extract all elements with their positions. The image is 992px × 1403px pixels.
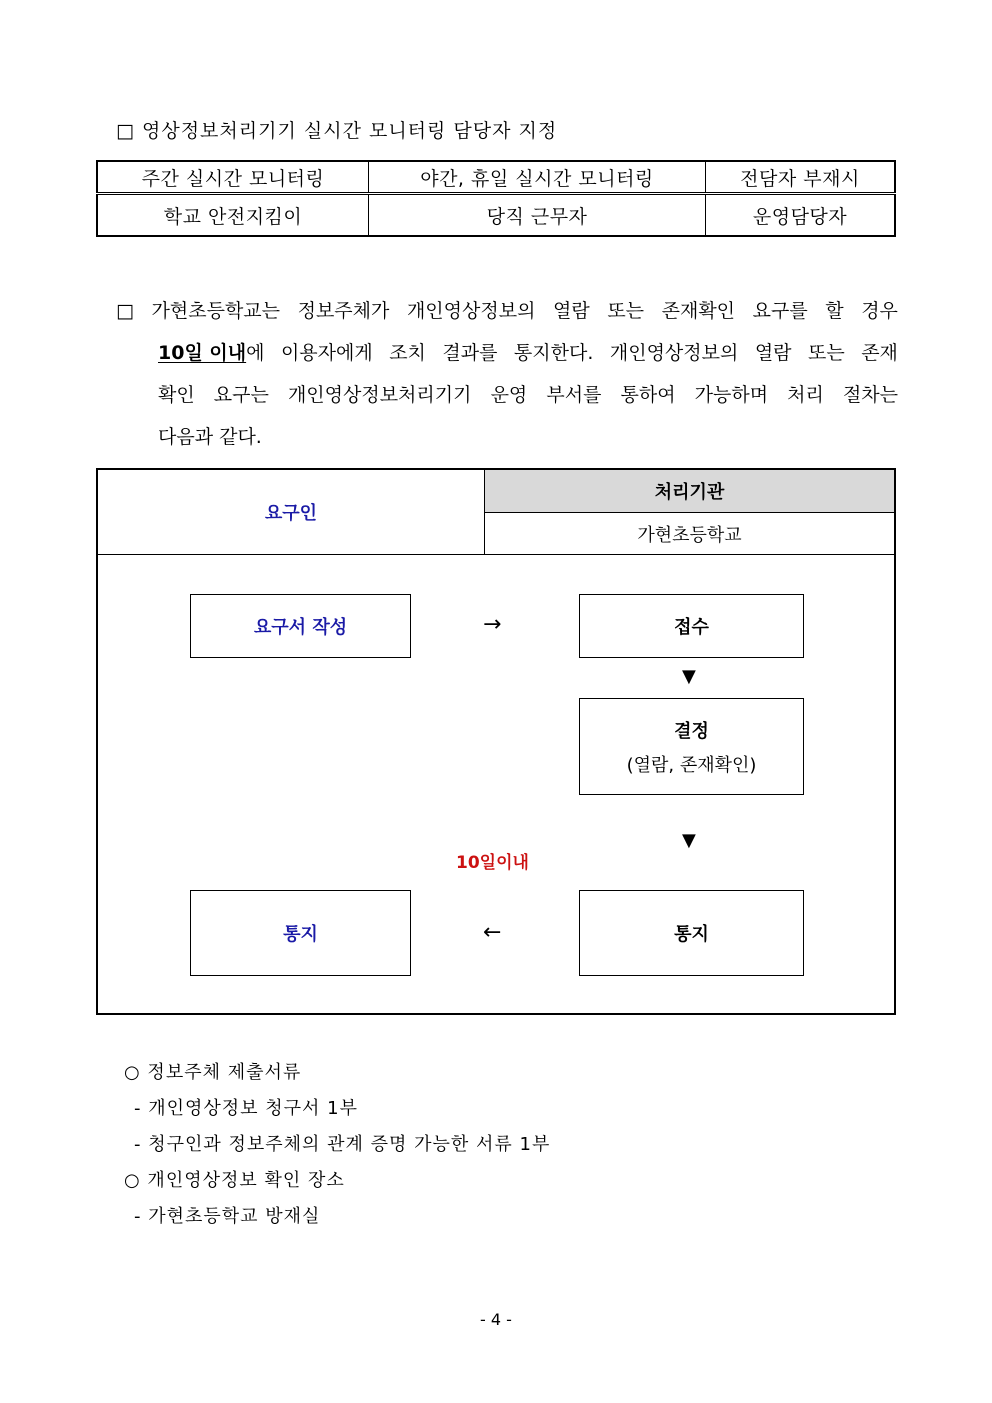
deadline-emphasis: 10일 이내	[158, 342, 247, 364]
table-cell: 당직 근무자	[369, 194, 706, 237]
paragraph-line	[116, 332, 898, 374]
page-number: - 4 -	[480, 1310, 512, 1329]
arrow-left-icon: ←	[483, 920, 502, 945]
paragraph-line	[116, 416, 898, 458]
word: 통하여	[620, 384, 676, 406]
word: 가능하며	[694, 384, 769, 406]
step-label: 통지	[283, 924, 318, 945]
table-cell: 운영담당자	[706, 194, 896, 237]
deadline-label: 10일이내	[456, 853, 529, 873]
word: 또는	[607, 300, 645, 322]
word: 개인영상정보의	[406, 300, 536, 322]
down-triangle-icon: ▼	[682, 666, 696, 687]
list-item: - 청구인과 정보주체의 관계 증명 가능한 서류 1부	[134, 1134, 551, 1155]
word: 경우	[861, 300, 898, 322]
arrow-right-icon: →	[483, 612, 502, 637]
word: 또는	[808, 342, 845, 364]
processing-org-title: 처리기관	[485, 470, 894, 513]
list-item: - 가현초등학교 방재실	[134, 1206, 321, 1227]
word: 요구를	[752, 300, 808, 322]
procedure-flowchart	[96, 468, 896, 1015]
deadline-emphasis-word	[158, 332, 264, 374]
word: 개인영상정보의	[609, 342, 739, 364]
word: 존재	[861, 342, 898, 364]
processing-org-name: 가현초등학교	[637, 524, 742, 546]
notes-list	[124, 1055, 550, 1235]
table-cell: 학교 안전지킴이	[97, 194, 369, 237]
step-write-request	[190, 594, 411, 658]
checkbox-bullet: □	[116, 300, 134, 322]
down-triangle-icon: ▼	[682, 830, 696, 851]
step-sublabel: (열람, 존재확인)	[626, 754, 757, 776]
list-item: - 개인영상정보 청구서 1부	[134, 1098, 358, 1119]
step-receive	[579, 594, 804, 658]
requester-label: 요구인	[98, 470, 485, 554]
table-header-cell: 주간 실시간 모니터링	[97, 161, 369, 194]
step-label: 요구서 작성	[253, 617, 348, 638]
word: 부서를	[546, 384, 602, 406]
word: 조치	[389, 342, 426, 364]
section-title-monitoring: □ 영상정보처리기기 실시간 모니터링 담당자 지정	[116, 120, 558, 142]
word: 절차는	[842, 384, 898, 406]
monitoring-table	[96, 160, 896, 237]
word: 개인영상정보처리기기	[287, 384, 472, 406]
word: 가현초등학교는	[151, 300, 281, 322]
step-label: 결정	[674, 720, 709, 742]
list-item: ○ 정보주체 제출서류	[124, 1062, 302, 1083]
word: 이용자에게	[280, 342, 373, 364]
list-item: ○ 개인영상정보 확인 장소	[124, 1170, 345, 1191]
word: 확인	[158, 384, 195, 406]
flowchart-header	[98, 470, 894, 555]
table-header-row	[97, 161, 895, 194]
step-notify-org	[579, 890, 804, 976]
paragraph-line	[116, 290, 898, 332]
step-label: 접수	[674, 617, 709, 638]
word: 결과를	[442, 342, 498, 364]
word: 요구는	[213, 384, 269, 406]
word: 할	[825, 300, 844, 322]
word: 다음과 같다.	[158, 426, 262, 448]
table-row	[97, 194, 895, 237]
word: 정보주체가	[297, 300, 390, 322]
procedure-paragraph	[116, 290, 898, 458]
word: 운영	[490, 384, 528, 406]
word: 열람	[553, 300, 590, 322]
step-notify-requester	[190, 890, 411, 976]
word: 열람	[754, 342, 792, 364]
table-header-cell: 야간, 휴일 실시간 모니터링	[369, 161, 706, 194]
step-decision	[579, 698, 804, 795]
word: 처리	[787, 384, 824, 406]
word: 통지한다.	[513, 342, 594, 364]
word: 존재확인	[661, 300, 736, 322]
paragraph-line	[116, 374, 898, 416]
word: 에	[246, 342, 265, 364]
table-header-cell: 전담자 부재시	[706, 161, 896, 194]
step-label: 통지	[674, 924, 709, 945]
